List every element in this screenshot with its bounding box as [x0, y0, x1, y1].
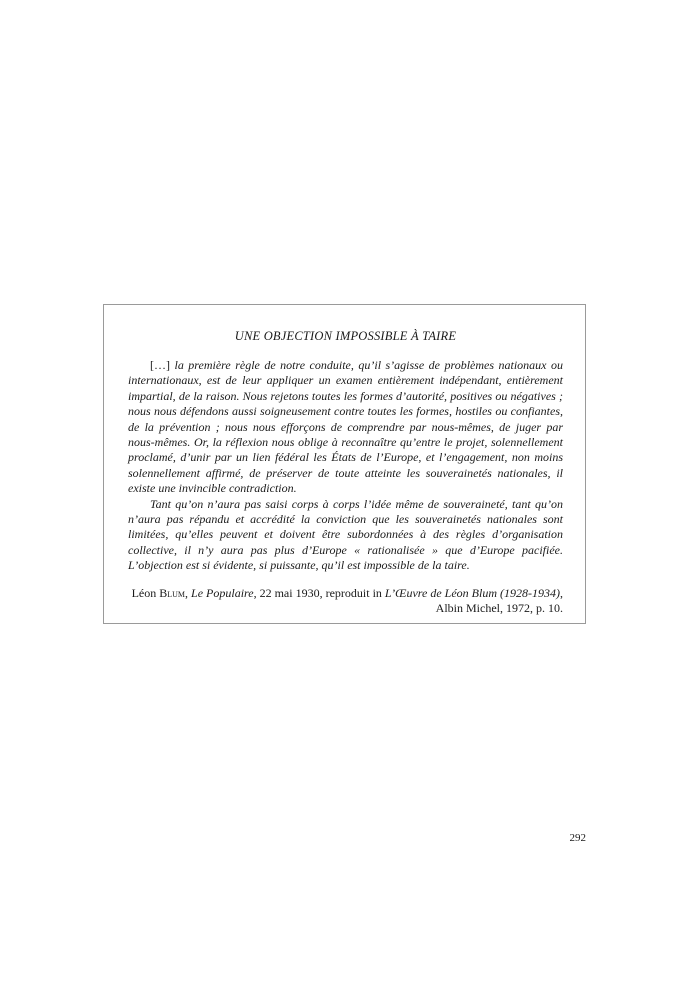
- paragraph-2: Tant qu’on n’aura pas saisi corps à corps l’idée même de souveraineté, tant qu’on n’aura pas répandu et accrédité la conviction que les souverainetés nationales sont limitées, qu’elles peuvent et doivent être subordonnées à des règles d’organisation collective, il n’y aura pas plus d’Europe « rationalisée » que d’Europe pacifiée. L’objection est si évidente, si puissante, qu’il est impossible de la taire.: [128, 496, 563, 573]
- page-number: 292: [569, 832, 586, 844]
- publication-title: Le Populaire: [191, 585, 254, 600]
- ellipsis-lead: […]: [150, 358, 170, 372]
- citation-publisher: , Albin Michel, 1972, p. 10.: [435, 585, 563, 616]
- author-first-name: Léon: [131, 585, 157, 600]
- source-citation: [128, 586, 563, 617]
- author-last-name: Blum: [159, 585, 186, 600]
- work-title: L’Œuvre de Léon Blum (1928-1934): [384, 585, 560, 600]
- box-title: UNE OBJECTION IMPOSSIBLE À TAIRE: [234, 329, 457, 343]
- paragraph-1-text: la première règle de notre conduite, qu’il s’agisse de problèmes nationaux ou internationaux, est de leur appliquer un examen entièrement indépendant, entièrement impartial, de la raison. Nous rejetons toutes les formes d’autorité, positives ou négatives ; nous nous défendons aussi soigneusement contre toutes les formes, hostiles ou confiantes, de la prévention ; nous nous efforçons de comprendre par nous-mêmes, de juger par nous-mêmes. Or, la réflexion nous oblige à reconnaître qu’entre le projet, solennellement proclamé, d’unir par un lien fédéral les États de l’Europe, et l’engagement, non moins solennellement affirmé, de préserver de toute atteinte les souverainetés nationales, il existe une invincible contradiction.: [128, 358, 563, 496]
- citation-separator: ,: [185, 585, 192, 600]
- citation-date: , 22 mai 1930, reproduit in: [253, 585, 385, 600]
- quote-box: [103, 304, 586, 624]
- paragraph-1: [128, 358, 563, 497]
